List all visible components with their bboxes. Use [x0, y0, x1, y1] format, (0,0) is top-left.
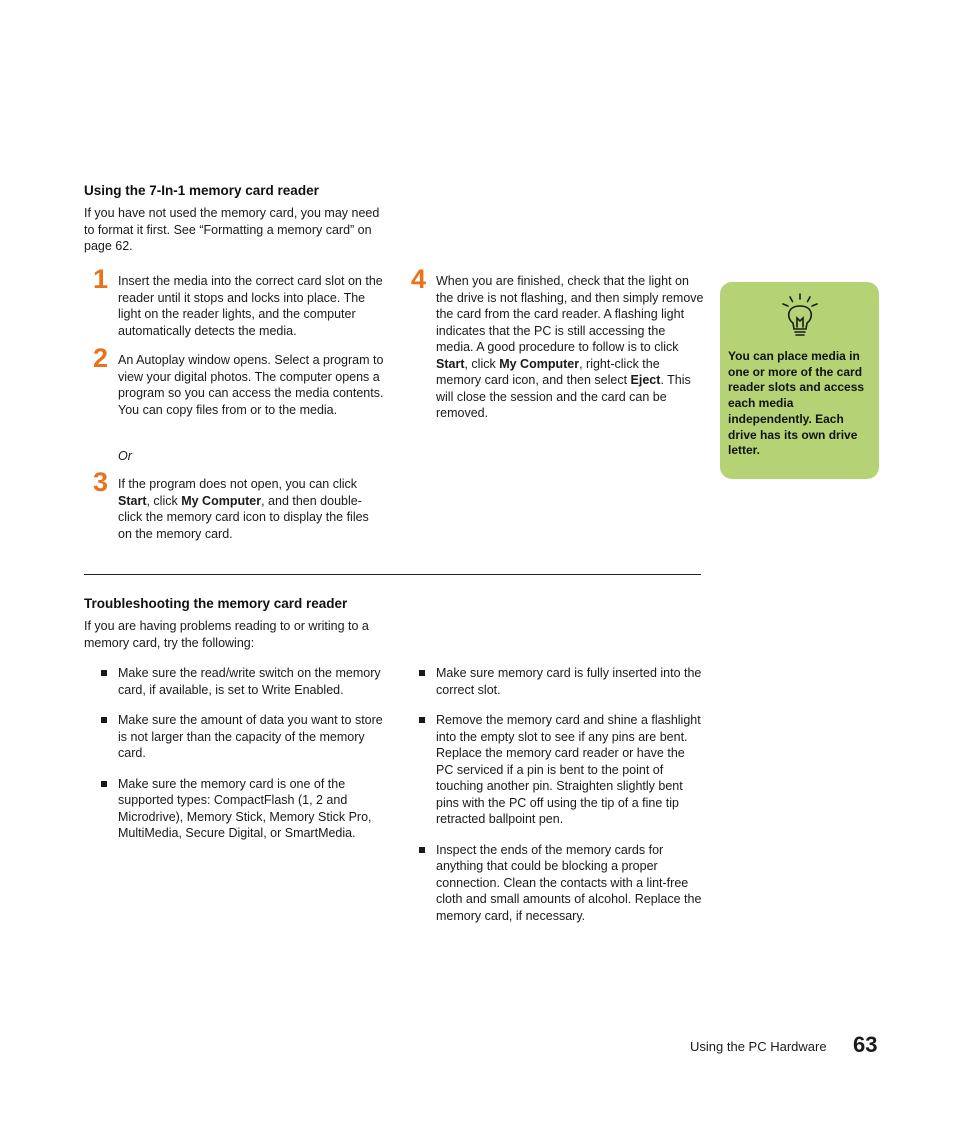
step-text-4: [436, 273, 704, 422]
step-3-text-b: , click: [146, 493, 182, 508]
step-4-mycomputer-bold: My Computer: [499, 356, 580, 371]
step-3-text-c: , and then double-click the memory card icon to display the files on the memory card.: [118, 493, 369, 541]
section-intro-card-reader: If you have not used the memory card, you may need to format it first. See “Formatting a memory card” on page 62.: [84, 206, 380, 253]
step-3-mycomputer-bold: My Computer: [181, 493, 262, 508]
list-item-text: Make sure memory card is fully inserted into the correct slot.: [436, 666, 702, 697]
list-item: [84, 665, 384, 698]
step-text-1: Insert the media into the correct card slot on the reader until it stops and locks into place. The light on the reader lights, and the computer automatically detects the media.: [118, 274, 383, 338]
step-3-text-a: If the program does not open, you can click: [118, 477, 358, 491]
or-label: Or: [118, 449, 132, 463]
section-intro-troubleshooting: If you are having problems reading to or writing to a memory card, try the following:: [84, 619, 369, 650]
step-text-2: An Autoplay window opens. Select a program to view your digital photos. The computer opens a program so you can access the media contents. You can copy files from or to the media.: [118, 353, 384, 417]
list-item: [84, 776, 384, 842]
step-number-3: 3: [93, 467, 109, 497]
section-heading-card-reader: Using the 7-In-1 memory card reader: [84, 183, 319, 198]
section-divider: [84, 574, 701, 575]
lightbulb-icon: [780, 292, 820, 340]
step-4-start-bold: Start: [436, 356, 465, 371]
list-item-text: Inspect the ends of the memory cards for anything that could be blocking a proper connection. Clean the contacts with a lint-free cloth and small amounts of alcohol. Replace the memory card, if necessary.: [436, 842, 702, 923]
bullet-square-icon: [101, 781, 107, 787]
step-text-3: [118, 476, 386, 542]
step-4-eject-bold: Eject: [630, 373, 661, 387]
list-item: [402, 665, 702, 698]
list-item: [402, 842, 702, 925]
footer-chapter-label: Using the PC Hardware: [690, 1039, 827, 1054]
section-heading-troubleshooting: Troubleshooting the memory card reader: [84, 596, 348, 611]
step-number-1: 1: [93, 264, 109, 294]
bullet-square-icon: [419, 847, 425, 853]
step-4-text-d: . This will close the session and the card can be removed.: [436, 373, 691, 420]
step-3-start-bold: Start: [118, 493, 147, 508]
tip-box: [720, 282, 879, 479]
step-number-2: 2: [93, 343, 109, 373]
list-item-text: Remove the memory card and shine a flashlight into the empty slot to see if any pins are bent. Replace the memory card reader or have the PC serviced if a pin is bent to the point of touching another pin. Straighten slightly bent pins with the PC off using the tip of a fine tip retracted ballpoint pen.: [436, 713, 701, 826]
tip-text: You can place media in one or more of the card reader slots and access each media independently. Each drive has its own drive letter.: [728, 349, 865, 458]
list-item: [402, 712, 702, 828]
step-4-text-a: When you are finished, check that the light on the drive is not flashing, and then simply remove the card from the card reader. A flashing light indicates that the PC is still accessing the media. A good procedure to follow is to click: [436, 274, 704, 354]
list-item: [84, 712, 384, 762]
bullet-square-icon: [101, 717, 107, 723]
step-number-4: 4: [411, 264, 427, 294]
bullet-list-right: [402, 665, 702, 924]
page-number: 63: [853, 1032, 878, 1057]
bullet-list-left: [84, 665, 384, 842]
bullet-square-icon: [101, 670, 107, 676]
bullet-square-icon: [419, 670, 425, 676]
step-4-text-b: , click: [464, 356, 500, 371]
list-item-text: Make sure the amount of data you want to store is not larger than the capacity of the memory card.: [118, 713, 383, 760]
list-item-text: Make sure the memory card is one of the supported types: CompactFlash (1, 2 and Microdrive), Memory Stick, Memory Stick Pro, MultiMedia, Secure Digital, or SmartMedia.: [118, 776, 372, 840]
step-4-text-c: , right-click the memory card icon, and then select: [436, 356, 660, 387]
list-item-text: Make sure the read/write switch on the memory card, if available, is set to Write Enabled.: [118, 666, 381, 697]
bullet-square-icon: [419, 717, 425, 723]
